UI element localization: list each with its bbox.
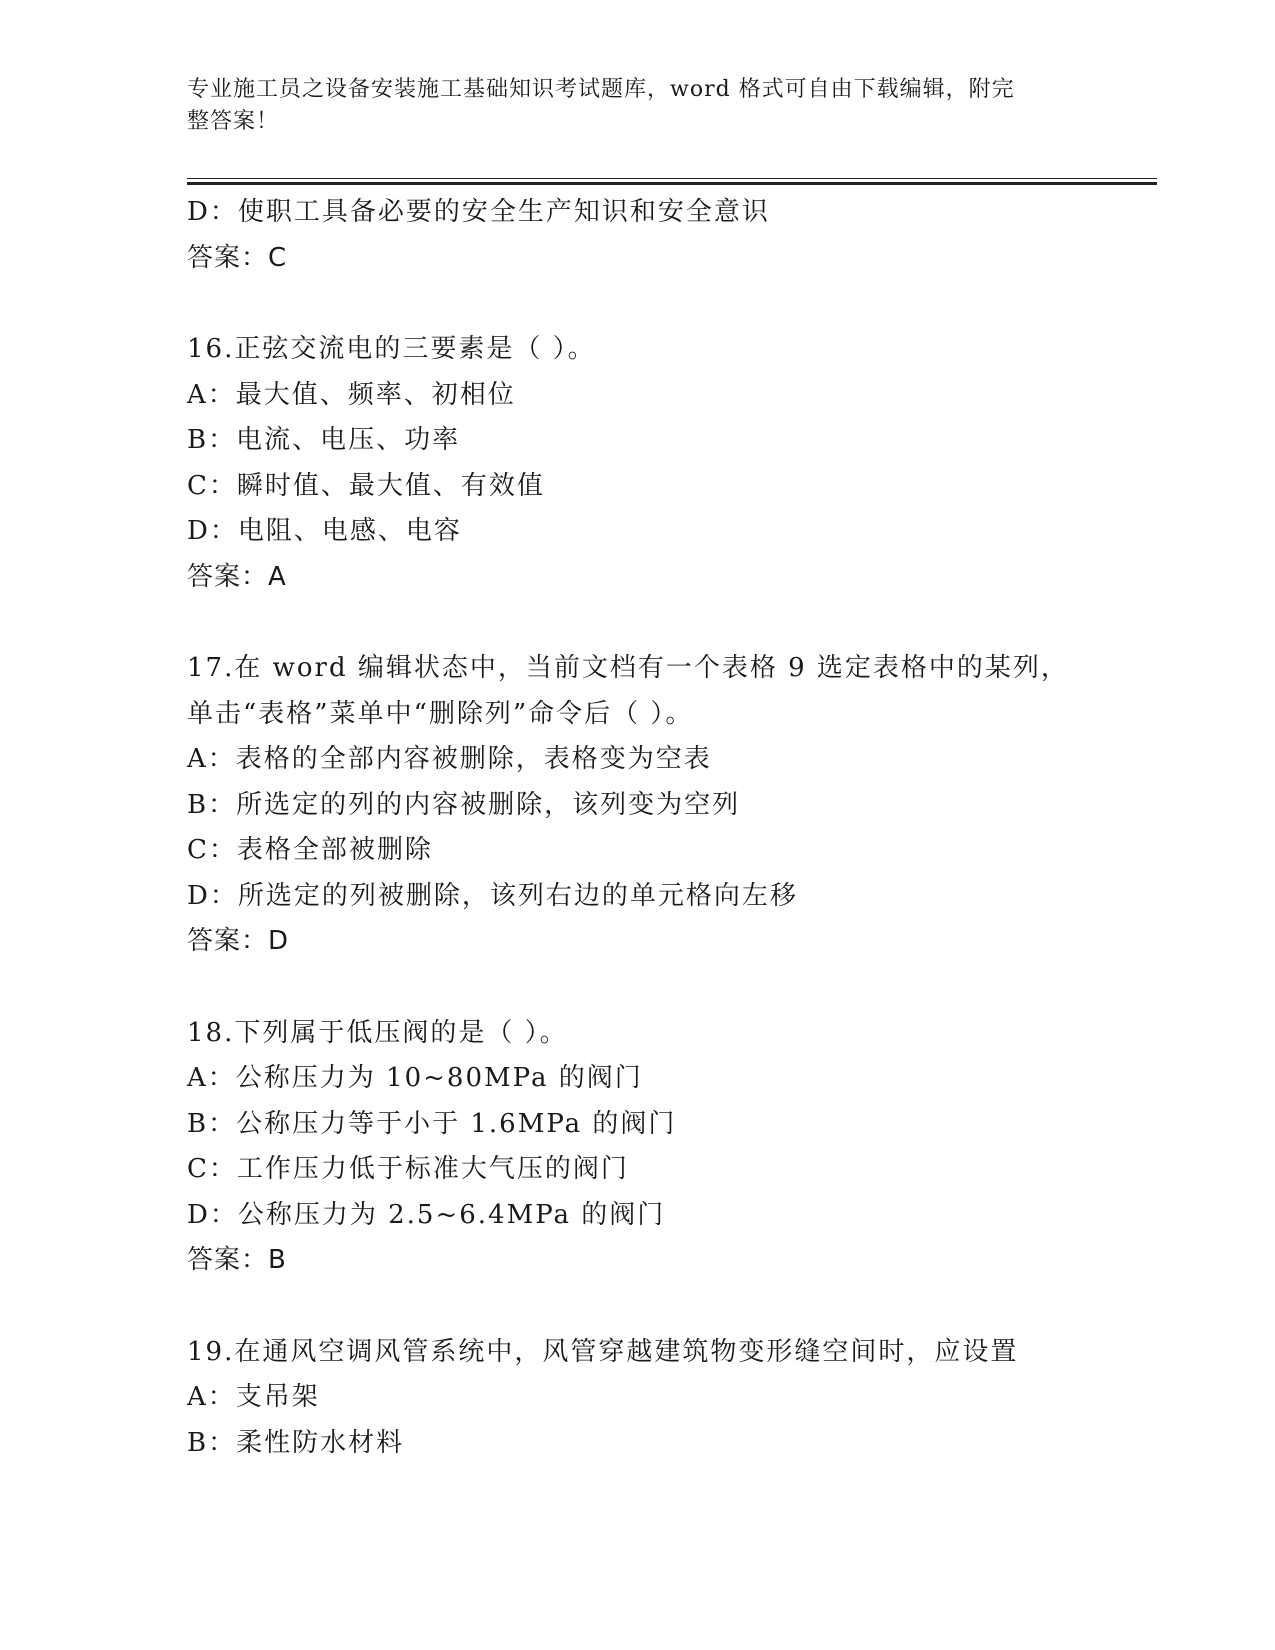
option-b: B：公称压力等于小于 1.6MPa 的阀门 [187, 1108, 677, 1139]
answer-line: 答案：A [187, 561, 287, 592]
option-c: C：瞬时值、最大值、有效值 [187, 470, 545, 501]
answer-line: 答案：C [187, 242, 288, 273]
option-a: A：支吊架 [187, 1382, 320, 1412]
question-stem: 18.下列属于低压阀的是（ ）。 [187, 1017, 568, 1048]
answer-line: 答案：D [187, 926, 290, 956]
option-c: C：表格全部被删除 [187, 835, 433, 865]
question-19 [187, 1330, 1157, 1467]
option-d: D：电阻、电感、电容 [187, 516, 462, 546]
option-d: D：使职工具备必要的安全生产知识和安全意识 [187, 197, 770, 227]
previous-question-tail [187, 190, 1157, 281]
option-a: A：最大值、频率、初相位 [187, 379, 516, 410]
question-stem: 17.在 word 编辑状态中，当前文档有一个表格 9 选定表格中的某列， [187, 653, 1069, 683]
question-content [187, 190, 1157, 1466]
option-d: D：所选定的列被删除，该列右边的单元格向左移 [187, 880, 798, 911]
option-a: A：公称压力为 10~80MPa 的阀门 [187, 1063, 643, 1093]
document-header [187, 74, 1077, 138]
option-b: B：电流、电压、功率 [187, 425, 461, 455]
question-17 [187, 646, 1157, 965]
option-a: A：表格的全部内容被删除，表格变为空表 [187, 744, 712, 774]
question-stem: 19.在通风空调风管系统中，风管穿越建筑物变形缝空间时，应设置 [187, 1336, 1019, 1367]
option-d: D：公称压力为 2.5~6.4MPa 的阀门 [187, 1199, 666, 1230]
header-divider-thin [187, 178, 1157, 179]
option-b: B：柔性防水材料 [187, 1427, 405, 1458]
header-divider-thick [187, 182, 1157, 185]
header-line-1: 专业施工员之设备安装施工基础知识考试题库，word 格式可自由下载编辑，附完 [187, 77, 1015, 102]
question-stem-continued: 单击“表格”菜单中“删除列”命令后（ ）。 [187, 698, 694, 729]
option-b: B：所选定的列的内容被删除，该列变为空列 [187, 789, 741, 820]
option-c: C：工作压力低于标准大气压的阀门 [187, 1154, 629, 1184]
question-16 [187, 327, 1157, 600]
question-stem: 16.正弦交流电的三要素是（ ）。 [187, 334, 596, 364]
question-18 [187, 1011, 1157, 1284]
answer-line: 答案：B [187, 1245, 287, 1275]
header-line-2: 整答案！ [187, 109, 280, 134]
